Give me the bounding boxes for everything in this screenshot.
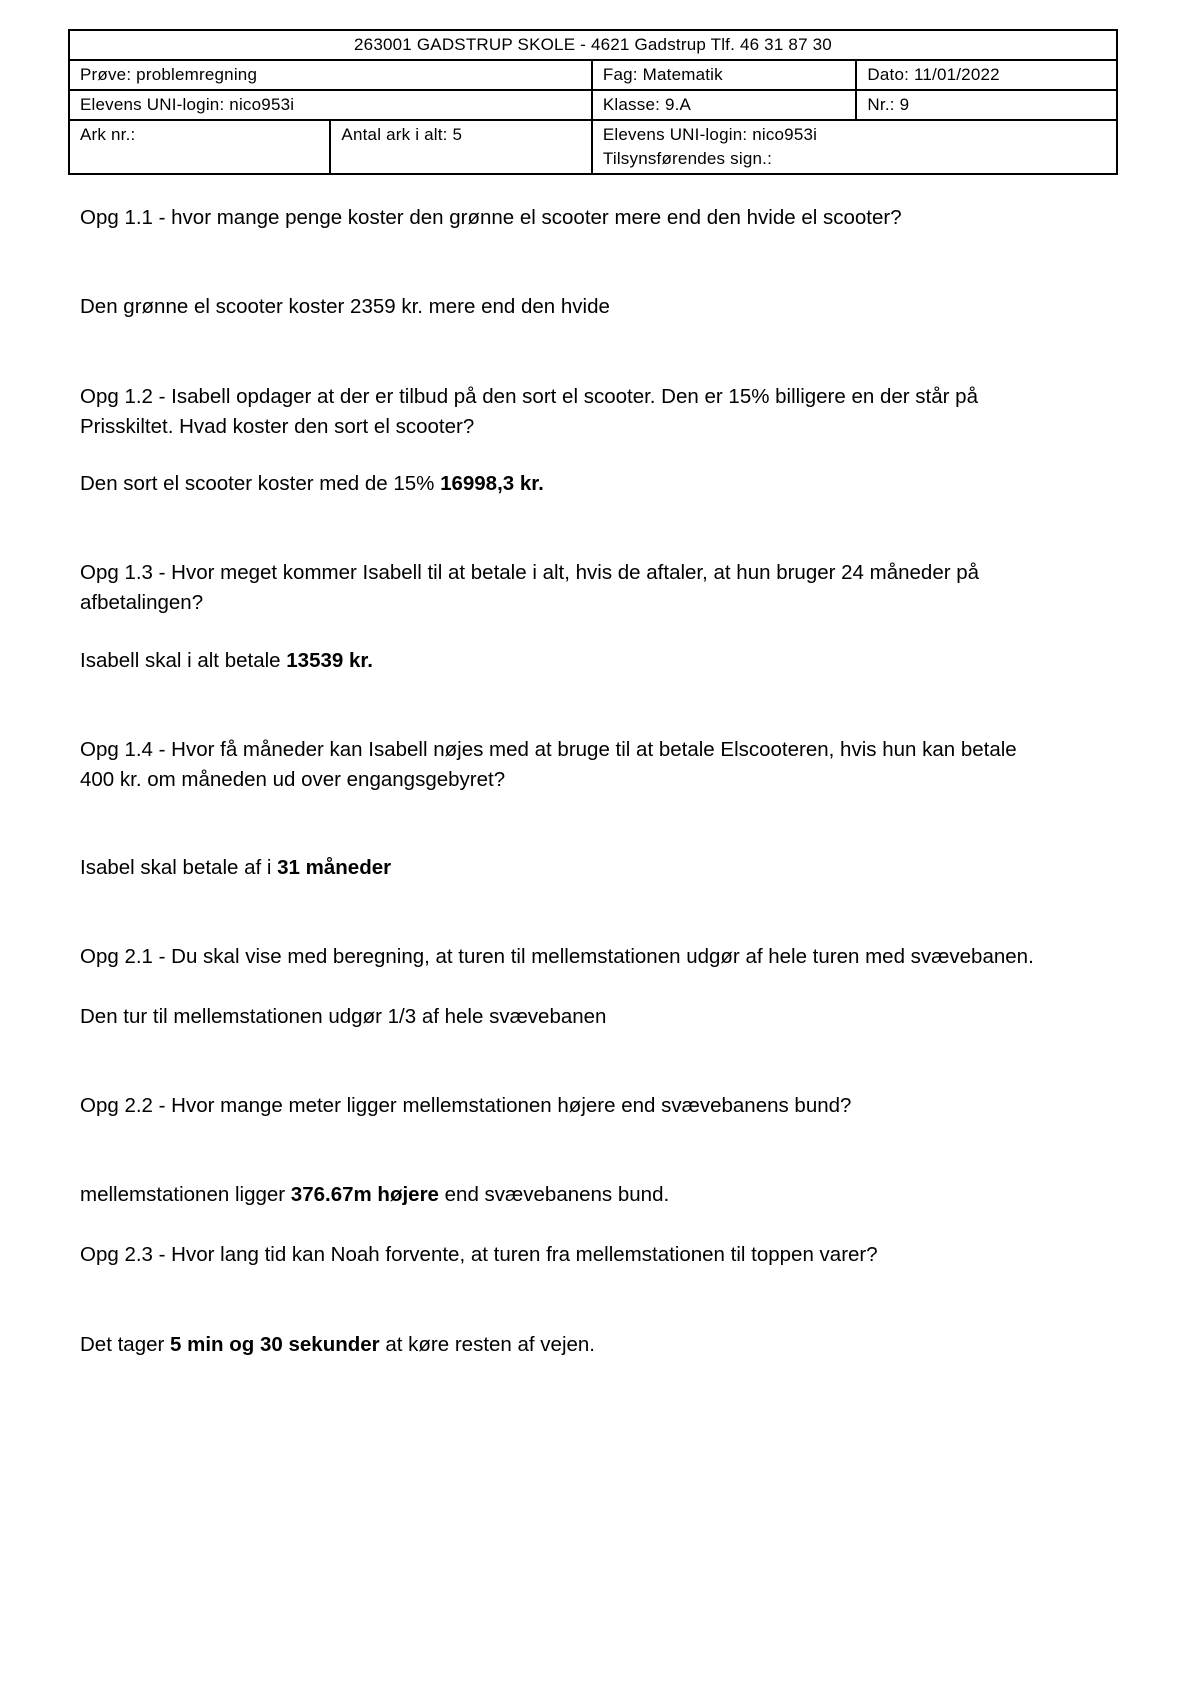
question-1-3-line-1: Opg 1.3 - Hvor meget kommer Isabell til at betale i alt, hvis de aftaler, at hun bruger 24 måneder på [80, 561, 980, 584]
answer-2-2-value: 376.67m højere [290, 1183, 439, 1206]
answer-1-1: Den grønne el scooter koster 2359 kr. mere end den hvide [80, 295, 610, 318]
answer-2-2-text: mellemstationen ligger [80, 1183, 291, 1206]
answer-1-3-text: Isabell skal i alt betale [80, 649, 287, 672]
uni-login-label: Elevens UNI-login: nico953i [69, 90, 592, 120]
question-1-3-line-2: afbetalingen? [80, 591, 204, 614]
answer-1-4 [80, 853, 1120, 883]
answer-2-2-suffix: end svævebanens bund. [438, 1183, 670, 1206]
school-info: 263001 GADSTRUP SKOLE - 4621 Gadstrup Tlf. 46 31 87 30 [69, 30, 1117, 60]
answer-2-3-suffix: at køre resten af vejen. [379, 1333, 596, 1356]
question-2-3: Opg 2.3 - Hvor lang tid kan Noah forvente, at turen fra mellemstationen til toppen varer? [80, 1243, 878, 1266]
answer-1-2 [80, 469, 1120, 499]
test-label: Prøve: problemregning [69, 60, 592, 90]
answer-2-1: Den tur til mellemstationen udgør 1/3 af hele svævebanen [80, 1005, 607, 1028]
supervisor-signature-label: Tilsynsførendes sign.: [602, 149, 772, 168]
question-2-1: Opg 2.1 - Du skal vise med beregning, at turen til mellemstationen udgør af hele turen med svævebanen. [80, 945, 1034, 968]
answer-2-3-value: 5 min og 30 sekunder [170, 1333, 380, 1356]
question-1-2 [80, 382, 1120, 442]
question-1-4-line-2: 400 kr. om måneden ud over engangsgebyret? [80, 768, 506, 791]
login-signature-cell [592, 120, 1117, 174]
total-sheets-label: Antal ark i alt: 5 [330, 120, 591, 174]
question-1-4 [80, 735, 1120, 795]
subject-label: Fag: Matematik [592, 60, 857, 90]
answer-2-3 [80, 1330, 1120, 1360]
answer-1-4-text: Isabel skal betale af i [80, 856, 278, 879]
date-label: Dato: 11/01/2022 [856, 60, 1117, 90]
student-number-label: Nr.: 9 [856, 90, 1117, 120]
question-1-2-line-2: Prisskiltet. Hvad koster den sort el scooter? [80, 415, 475, 438]
exam-header-table [68, 29, 1118, 175]
class-label: Klasse: 9.A [592, 90, 857, 120]
answer-1-2-value: 16998,3 kr. [440, 472, 544, 495]
answer-1-3 [80, 646, 1120, 676]
question-1-4-line-1: Opg 1.4 - Hvor få måneder kan Isabell nøjes med at bruge til at betale Elscooteren, hvis hun kan betale [80, 738, 1017, 761]
question-1-3 [80, 558, 1120, 618]
question-2-2: Opg 2.2 - Hvor mange meter ligger mellemstationen højere end svævebanens bund? [80, 1094, 852, 1117]
answer-1-3-value: 13539 kr. [286, 649, 373, 672]
uni-login-label-2: Elevens UNI-login: nico953i [602, 125, 818, 144]
answer-2-3-text: Det tager [80, 1333, 171, 1356]
answer-1-4-value: 31 måneder [277, 856, 392, 879]
question-1-1: Opg 1.1 - hvor mange penge koster den grønne el scooter mere end den hvide el scooter? [80, 206, 902, 229]
answer-2-2 [80, 1180, 1120, 1210]
sheet-number-label: Ark nr.: [69, 120, 330, 174]
question-1-2-line-1: Opg 1.2 - Isabell opdager at der er tilbud på den sort el scooter. Den er 15% billigere en der står på [80, 385, 978, 408]
answer-1-2-text: Den sort el scooter koster med de 15% [80, 472, 441, 495]
